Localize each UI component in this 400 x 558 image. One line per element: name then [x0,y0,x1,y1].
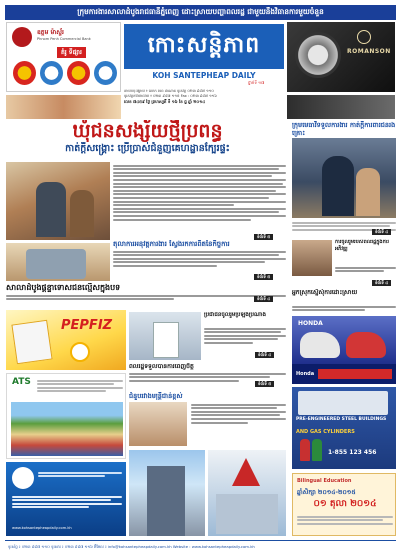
factory-icon [298,391,388,415]
story-photo [129,402,187,446]
story-body [6,295,286,301]
info-line-1: នាយកចុះផ្សាយ ៖ លោក ទេព ដាណាត ទូរស័ព្ទ ០២៣ ៩៨៧ ១១០ [124,89,214,93]
masthead-title-en: KOH SANTEPHEAP DAILY [152,71,256,80]
right-story-headline: ក្រុមមេធាវីទទួលការងារ កាត់ក្តីការពារជនរងគ្រោះ [292,121,396,137]
story-7 [129,392,286,448]
steel-gas-ad[interactable] [292,387,396,469]
masthead-strip-photo [287,95,395,119]
story-page-ref: ទំព័រទី ៤ [255,352,274,358]
ats-logo: ATS [12,377,31,387]
story-body [204,328,286,344]
bank-logo-icon [12,27,32,47]
lead-page-ref: ទំព័រទី ៥ [254,234,273,240]
honda-tag: Honda [296,371,315,377]
card-icon [94,61,117,85]
lead-photo [6,162,110,240]
story-page-ref: ទំព័រទី ៤ [254,296,273,302]
masthead-left-ad [6,22,121,92]
motorbike-icon [300,332,340,358]
masthead-hotline: ថ្នាក់ទី ១៧ [248,80,265,85]
story-body [292,306,396,312]
masthead-right-ad [287,22,395,92]
pepfiz-pack-icon [11,320,52,365]
lead-photo-figure [70,190,94,237]
masthead-strip-photo [6,95,121,119]
issue-date: លេខ ៧៤៥៩ ថ្ងៃ ព្រហស្បតិ៍ ទី ១៦ ខែ ធ្នូ ឆ្នាំ ២០១៤ [124,99,206,104]
school-building-shape [216,494,278,534]
pepfiz-tablet-icon [70,342,90,362]
bank-name: ឧត្តម ម៉ាស្ទ័រ [37,29,64,36]
story-page-ref: ទំព័រទី ៥ [255,381,274,387]
top-banner [5,5,396,20]
card-icon [40,61,63,85]
bank-ad-footer: www.kohsantepheapdaily.com.kh [12,526,72,530]
masthead-title-kh: កោះសន្តិភាព [147,32,261,58]
gas-cylinder-icon [312,439,322,461]
watch-logo-icon [357,30,371,44]
masthead-info [124,89,284,110]
ats-group-photo [11,402,123,456]
building-shape [147,466,185,536]
school-ad-body [297,514,393,526]
ats-body [37,378,123,394]
right-story-figure [356,168,380,216]
story-photo [6,243,110,281]
bank-product-icons [13,61,117,85]
honda-strip [292,364,396,384]
pepfiz-logo: PEPFIZ [61,318,113,333]
bank-ad[interactable] [6,462,126,536]
story-page-ref: ទំព័រទី ៤ [372,280,391,286]
story-headline: ប្រជាជនចូលរួមប្រឡងប្រណាំង [204,312,266,318]
school-ad-year: ឆ្នាំសិក្សា ២០១៤-២០១៥ [297,489,356,496]
masthead-title [124,24,284,69]
top-banner-text: ក្រុមការងារសាលាដំបូងរាជធានីភ្នំពេញ ដោះស្រាយបញ្ហាពលរដ្ឋ ជាមួយនឹងវិធានការមួយចំនួន [77,7,324,16]
story-headline: ការចូលរួមរបស់ពលរដ្ឋក្នុងការអភិវឌ្ឍ [335,239,389,252]
right-story-photo [292,138,396,218]
pepfiz-ad[interactable] [6,310,126,370]
story-photo [292,240,332,276]
watch-brand: ROMANSON [347,48,391,55]
story-body [191,402,286,425]
footer-text: ទូរស័ព្ទ ៖ ០២៣ ៩៨៧ ១១០ ទូរសារ ៖ ០២៣ ៩៨៧ ១១៦ អ៊ីមែល ៖ info@kohsantepheapdaily.com.kh Website : www.kohsantepheapdaily.com.kh [8,543,255,549]
gas-ad-sub: AND GAS CYLINDERS [296,429,355,435]
gas-ad-title: PRE-ENGINEERED STEEL BUILDINGS [296,417,387,422]
story-3 [335,239,396,279]
story-body [335,267,396,273]
info-line-2: ទូរស័ព្ទការិយាល័យ ៖ ០២៣ ៩៨៧ ១១៥ Fax : ០២៣ ៩៨៧ ១១៦ [124,94,217,98]
bank-ad-body [38,470,122,479]
watch-icon [295,32,341,78]
story-photo-figure [26,249,86,279]
honda-ad[interactable] [292,316,396,364]
card-icon [13,61,36,85]
honda-brand: HONDA [298,320,323,327]
lead-body [113,163,286,233]
gas-cylinder-icon [300,439,310,461]
story-photo [129,312,201,360]
card-icon [67,61,90,85]
story-headline: សាលាដំបូងផ្តន្ទាទោសជនល្មើសក្នុងបទ [6,283,121,292]
honda-phone-block [318,369,392,379]
ats-ad[interactable] [6,373,126,459]
lead-headline: ឃុំជនសង្ស័យថ្មីប្រពន្ធ [72,120,223,142]
school-logo-icon [232,458,260,486]
story-photo-figure [153,322,179,358]
lead-headline-block [6,120,289,160]
story-4 [292,289,396,313]
story-page-ref: ទំព័រទី ៥ [254,274,273,280]
right-story-figure [322,156,354,216]
motorbike-icon [346,332,386,358]
bank-red-label: គំរូ ទីផ្សារ [57,47,86,58]
masthead [124,22,284,90]
story-2 [6,283,286,303]
gas-phone: 1-855 123 456 [328,449,377,456]
lead-subhead: កាត់ក្តីសង្គ្រោះ ប្រើប្រាស់ជំនួញគេហដ្ឋានក្បែរផ្ទះ [65,143,230,154]
school-building-photo [208,450,286,536]
school-ad[interactable] [292,473,396,536]
story-headline: ពលរដ្ឋទទួលបានការពេញចិត្ត [129,363,194,370]
school-ad-date: ០១ តុលា ២០១៤ [313,499,377,509]
school-ad-title: Bilingual Education [297,478,352,484]
story-body [113,251,286,267]
lead-photo-figure [36,182,66,237]
right-story-page-ref: ទំព័រទី ៤ [372,229,391,235]
footer-bar [5,540,396,552]
bank-ad-text [12,494,122,510]
bank-name-sub: Phnom Penh Commercial Bank [37,37,91,41]
story-headline: អ្នកស្រុកស្នើសុំការដោះស្រាយ [292,289,358,296]
bank-ad-logo-icon [12,467,34,489]
building-photo [129,450,205,536]
story-headline: ជំនួបរវាងមន្ត្រីជាន់ខ្ពស់ [129,392,183,400]
story-headline: តុលាការអនុវត្តការងារ ស្វែងរកការពិតនៃកិច្ចការ [113,240,230,248]
